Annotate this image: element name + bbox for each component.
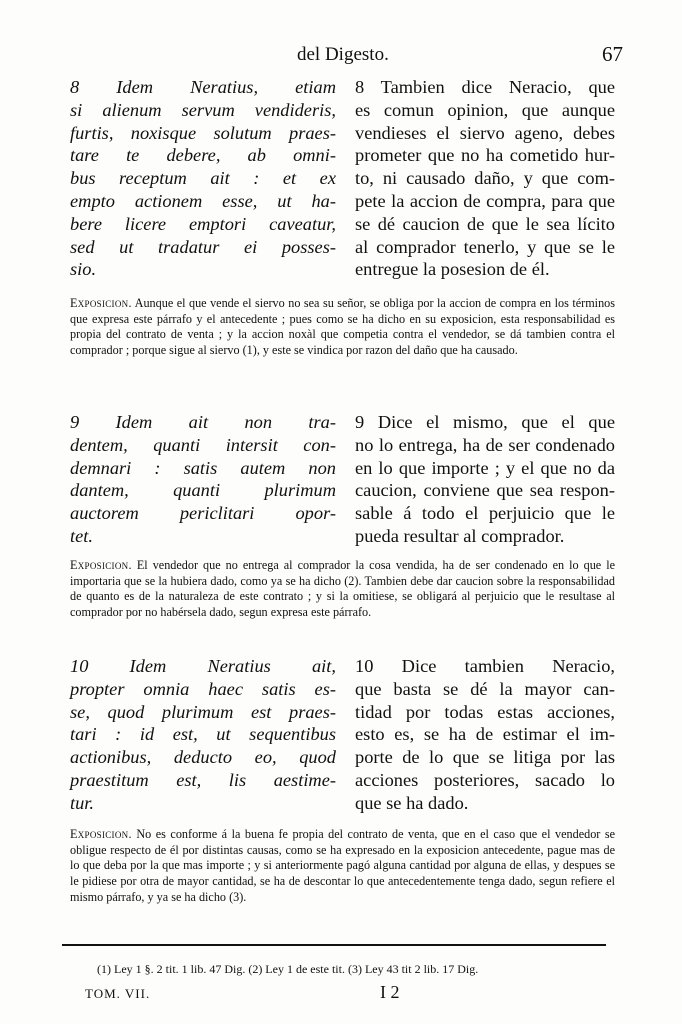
latin-line: bus receptum ait : et ex	[70, 168, 336, 189]
spanish-line: esto es, se ha de estimar el im-	[355, 724, 615, 745]
spanish-line: vendieses el siervo ageno, debes	[355, 122, 615, 143]
latin-line: tari : id est, ut sequentibus	[70, 724, 336, 745]
latin-line: bere licere emptori caveatur,	[70, 213, 336, 234]
spanish-line: prometer que no ha cometido hur-	[355, 145, 615, 166]
latin-line: demnari : satis autem non	[70, 457, 336, 478]
spanish-line: es comun opinion, que aunque	[355, 99, 615, 120]
latin-line: 8 Idem Neratius, etiam	[70, 77, 336, 97]
spanish-line: en lo que importe ; y el que no da	[355, 457, 615, 478]
latin-line: propter omnia haec satis es-	[70, 678, 336, 699]
exposition-8	[70, 296, 615, 359]
exposition-label: Exposicion.	[70, 296, 132, 310]
spanish-line: se dé caucion de que le sea lícito	[355, 213, 615, 234]
exposition-label: Exposicion.	[70, 558, 132, 572]
latin-line: 9 Idem ait non tra-	[70, 412, 336, 432]
running-header-title: del Digesto.	[297, 44, 389, 65]
spanish-line: to, ni causado daño, y que com-	[355, 168, 615, 189]
spanish-line: 8 Tambien dice Neracio, que	[355, 77, 615, 97]
page-number: 67	[602, 42, 623, 66]
latin-column	[70, 411, 336, 548]
latin-line: praestitum est, lis aestime-	[70, 769, 336, 790]
volume-label: TOM. VII.	[85, 986, 151, 1001]
spanish-line: porte de lo que se litiga por las	[355, 747, 615, 768]
exposition-10	[70, 827, 615, 906]
spanish-line: no lo entrega, ha de ser condenado	[355, 434, 615, 455]
spanish-line: al comprador tenerlo, y que se le	[355, 236, 615, 257]
latin-line: si alienum servum vendideris,	[70, 99, 336, 120]
footnote-rule	[62, 944, 606, 946]
latin-column	[70, 655, 336, 815]
latin-line: actionibus, deducto eo, quod	[70, 747, 336, 768]
spanish-column	[355, 76, 615, 281]
latin-line: sio.	[70, 259, 97, 280]
latin-line: empto actionem esse, ut ha-	[70, 190, 336, 211]
signature-mark: I 2	[380, 982, 400, 1002]
latin-line: tare te debere, ab omni-	[70, 145, 336, 166]
exposition-9	[70, 558, 615, 621]
latin-line: tur.	[70, 792, 95, 813]
spanish-line: sable á todo el perjuicio que le	[355, 503, 615, 524]
spanish-line: que basta se dé la mayor can-	[355, 678, 615, 699]
latin-column	[70, 76, 336, 281]
spanish-column	[355, 411, 615, 548]
spanish-line: 9 Dice el mismo, que el que	[355, 412, 615, 432]
exposition-text: Aunque el que vende el siervo no sea su señor, se obliga por la accion de compra en los términos que expresa este párrafo y el antecedente ; pues como se ha dicho en su exposicion, esta responsabilidad es propia del contrato de venta ; y la accion noxàl que competia contra el vendedor, se dá tambien contra el comprador ; porque sigue al siervo (1), y este se vindica por razon del daño que ha causado.	[70, 296, 616, 358]
latin-line: furtis, noxisque solutum praes-	[70, 122, 336, 143]
spanish-line: pete la accion de compra, para que	[355, 190, 615, 211]
latin-line: tet.	[70, 525, 93, 546]
spanish-line: acciones posteriores, sacado lo	[355, 769, 615, 790]
latin-line: se, quod plurimum est praes-	[70, 701, 336, 722]
spanish-line: caucion, conviene que sea respon-	[355, 480, 615, 501]
footnotes: (1) Ley 1 §. 2 tit. 1 lib. 47 Dig. (2) Ley 1 de este tit. (3) Ley 43 tit 2 lib. 17 Dig.	[97, 962, 479, 976]
spanish-line: 10 Dice tambien Neracio,	[355, 656, 615, 676]
exposition-text: El vendedor que no entrega al comprador la cosa vendida, ha de ser condenado en lo que le importaria que se la hubiera dado, como ya se ha dicho (2). Tambien debe dar caucion sobre la responsabilidad de quanto es de la naturaleza de este contrato ; y si la omitiese, se obligará al perjuicio que le resultase al comprador por no habérsela dado, segun expresa este párrafo.	[70, 558, 616, 620]
latin-line: dantem, quanti plurimum	[70, 480, 336, 501]
latin-line: sed ut tradatur ei posses-	[70, 236, 336, 257]
spanish-line: entregue la posesion de él.	[355, 259, 550, 280]
spanish-column	[355, 655, 615, 815]
exposition-text: No es conforme á la buena fe propia del contrato de venta, que en el caso que el vendedor se obligue respecto de él por distintas causas, como se ha expresado en la exposicion antecedente, pague mas de lo que deba por la que mas importe ; y si anteriormente pagó alguna cantidad por alguna de ellas, y despues se le pidiese por otra de mayor cantidad, se ha de descontar lo que antecedentemente tenga dado, segun refiere el mismo párrafo, y ya se ha dicho (3).	[70, 827, 616, 904]
latin-line: 10 Idem Neratius ait,	[70, 656, 336, 676]
spanish-line: tidad por todas estas acciones,	[355, 701, 615, 722]
spanish-line: pueda resultar al comprador.	[355, 525, 565, 546]
exposition-label: Exposicion.	[70, 827, 132, 841]
latin-line: auctorem periclitari opor-	[70, 503, 336, 524]
spanish-line: que se ha dado.	[355, 792, 469, 813]
latin-line: dentem, quanti intersit con-	[70, 434, 336, 455]
